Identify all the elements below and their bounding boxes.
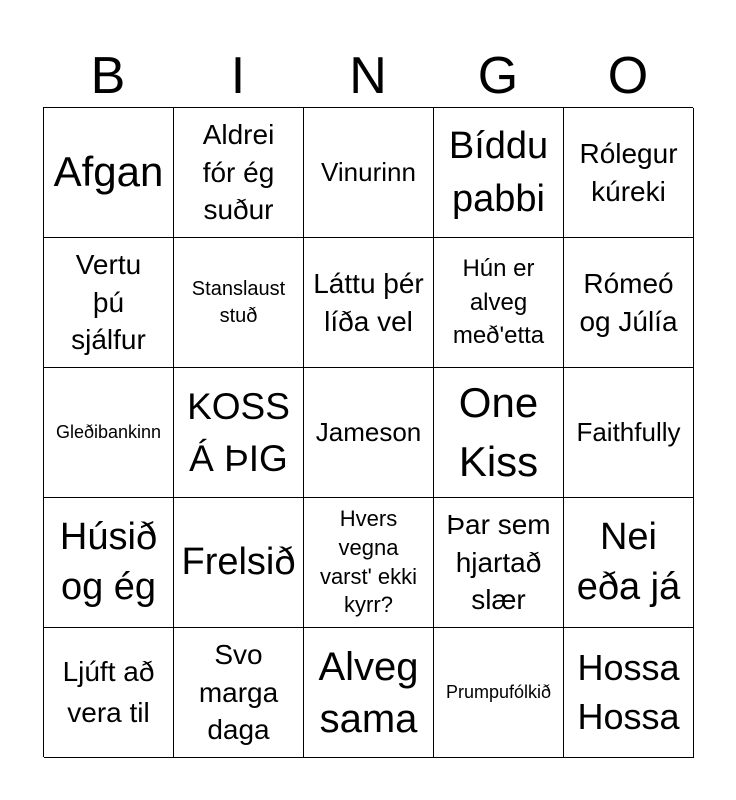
bingo-cell[interactable] xyxy=(564,628,694,758)
cell-text: Faithfully xyxy=(576,417,681,448)
cell-text: One Kiss xyxy=(458,378,539,485)
bingo-cell[interactable] xyxy=(304,368,434,498)
cell-text: Gleðibankinn xyxy=(55,421,162,442)
bingo-cell[interactable] xyxy=(44,628,174,758)
cell-text: Húsið og ég xyxy=(59,516,158,608)
cell-text: Rólegur kúreki xyxy=(579,137,678,207)
cell-text: Láttu þér líða vel xyxy=(313,267,424,337)
bingo-cell[interactable] xyxy=(564,498,694,628)
cell-text: Aldrei fór ég suður xyxy=(202,118,275,226)
bingo-cell[interactable] xyxy=(44,498,174,628)
cell-text: Þar sem hjartað slær xyxy=(446,508,551,616)
cell-text: Jameson xyxy=(315,417,422,448)
header-letter-b: B xyxy=(90,47,126,105)
cell-text: Alveg sama xyxy=(318,644,419,741)
cell-text: KOSS Á ÞIG xyxy=(187,386,290,479)
bingo-cell[interactable] xyxy=(174,628,304,758)
bingo-board xyxy=(43,107,693,757)
bingo-cell[interactable] xyxy=(304,238,434,368)
cell-text: Nei eða já xyxy=(576,516,681,608)
cell-text: Hún er alveg með'etta xyxy=(452,255,545,350)
bingo-cell[interactable] xyxy=(564,368,694,498)
bingo-cell[interactable] xyxy=(44,368,174,498)
bingo-cell[interactable] xyxy=(174,238,304,368)
bingo-cell[interactable] xyxy=(174,498,304,628)
bingo-cell[interactable] xyxy=(434,498,564,628)
cell-text: Prumpufólkið xyxy=(445,681,552,702)
bingo-cell[interactable] xyxy=(564,238,694,368)
bingo-cell[interactable] xyxy=(564,108,694,238)
header-letter-o: O xyxy=(607,47,649,105)
bingo-cell[interactable] xyxy=(304,628,434,758)
cell-text: Bíddu pabbi xyxy=(448,125,549,220)
bingo-cell[interactable] xyxy=(304,108,434,238)
cell-text: Svo marga daga xyxy=(198,638,279,746)
cell-text: Hvers vegna varst' ekki kyrr? xyxy=(319,506,418,618)
bingo-cell[interactable] xyxy=(434,108,564,238)
header-letter-n: N xyxy=(349,47,387,105)
cell-text: Vertu þú sjálfur xyxy=(71,248,146,356)
bingo-cell[interactable] xyxy=(44,238,174,368)
bingo-cell[interactable] xyxy=(434,238,564,368)
cell-text: Hossa Hossa xyxy=(577,646,680,737)
cell-text: Frelsið xyxy=(181,540,296,583)
bingo-cell[interactable] xyxy=(44,108,174,238)
header-letter-i: I xyxy=(230,47,246,105)
bingo-header xyxy=(43,44,693,108)
header-letter-g: G xyxy=(477,47,519,105)
cell-text: Stanslaust stuð xyxy=(191,277,286,327)
cell-text: Vinurinn xyxy=(321,157,416,188)
bingo-cell[interactable] xyxy=(434,628,564,758)
bingo-cell[interactable] xyxy=(174,108,304,238)
bingo-cell[interactable] xyxy=(174,368,304,498)
bingo-cell[interactable] xyxy=(304,498,434,628)
cell-text: Rómeó og Júlía xyxy=(579,267,678,337)
bingo-cell[interactable] xyxy=(434,368,564,498)
cell-text: Ljúft að vera til xyxy=(62,655,155,728)
cell-text: Afgan xyxy=(53,148,164,196)
